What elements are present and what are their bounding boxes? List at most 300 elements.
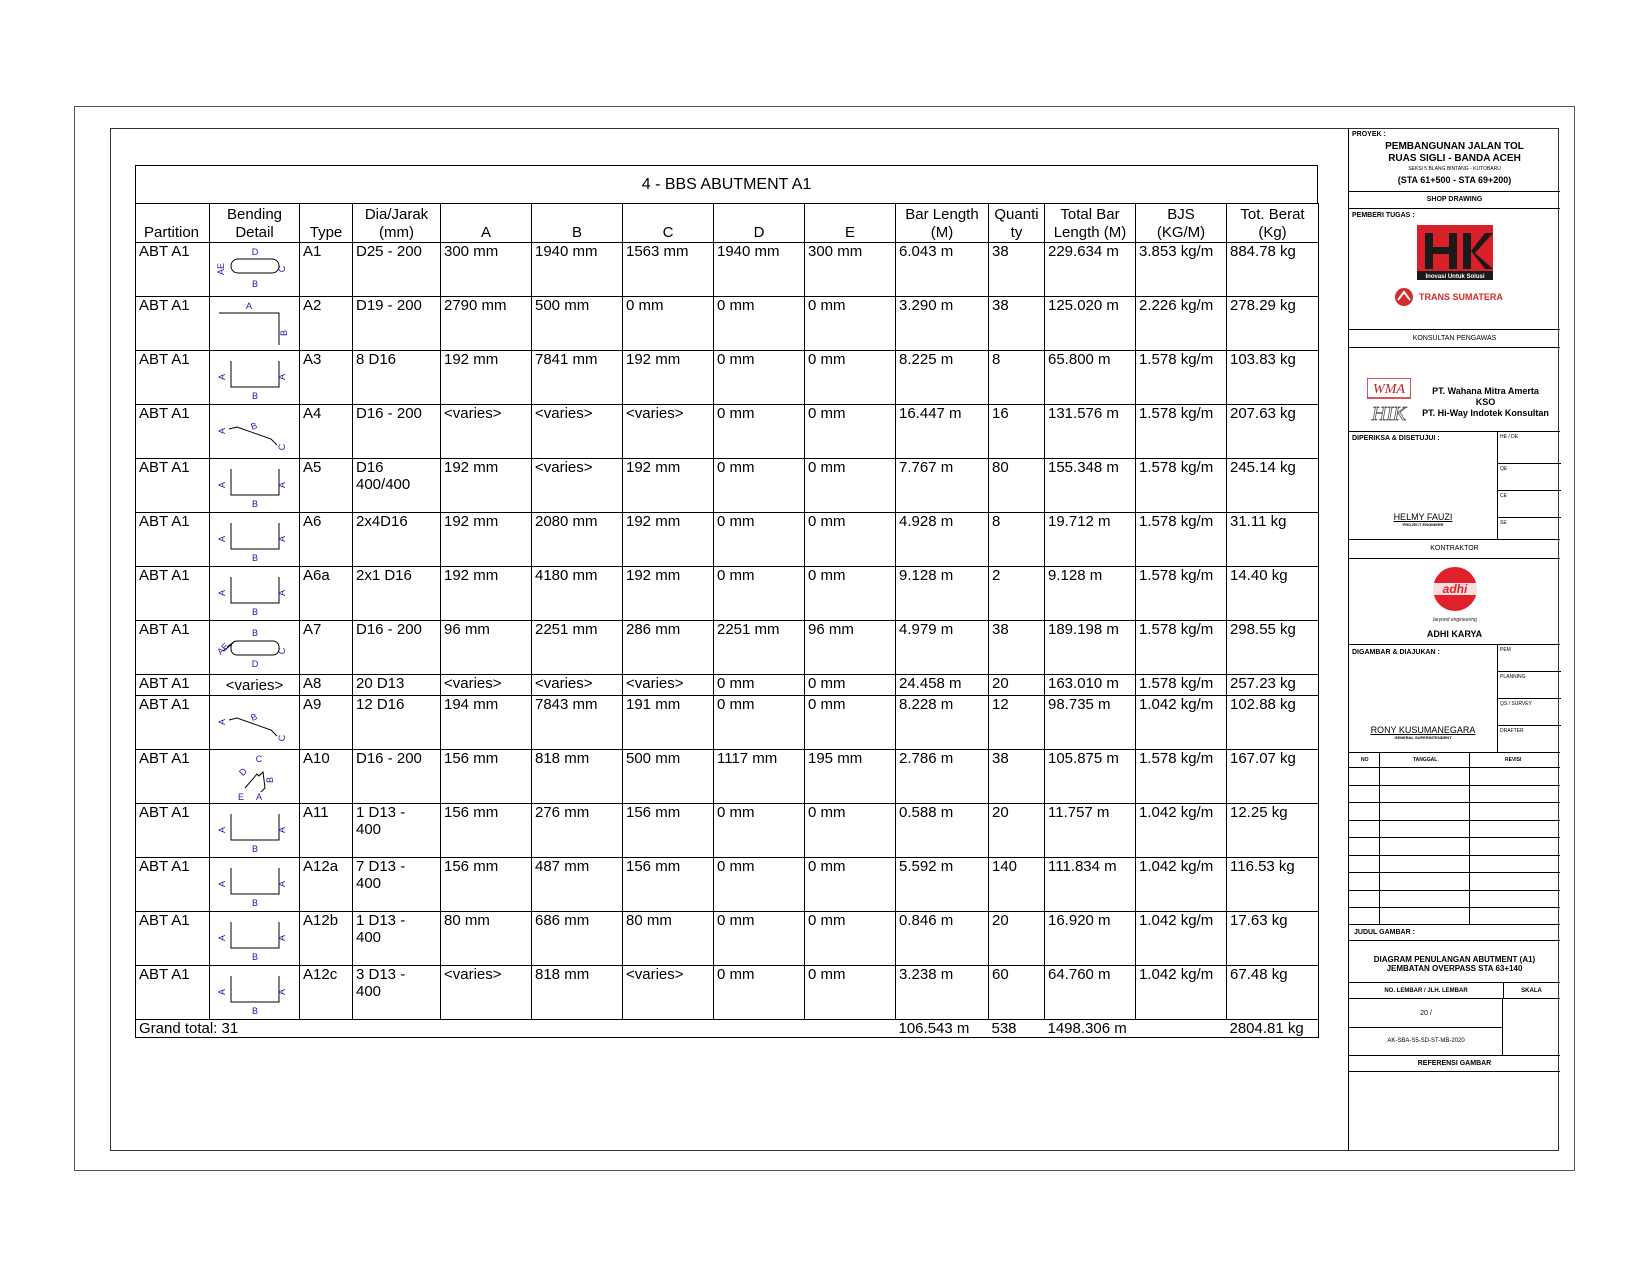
- no-lembar-value: 20 /: [1349, 999, 1503, 1028]
- cell-bjs: 2.226 kg/m: [1136, 297, 1227, 351]
- u-bar-icon: [210, 569, 299, 619]
- table-row: [136, 858, 1319, 912]
- bending-detail-cell: [210, 750, 300, 804]
- svg-text:B: B: [251, 552, 258, 563]
- svg-text:A: A: [276, 589, 287, 596]
- cell-weight: 298.55 kg: [1227, 621, 1319, 675]
- cell-weight: 257.23 kg: [1227, 675, 1319, 696]
- cell-dia-line: D16 - 200: [356, 750, 422, 767]
- cell-c: 500 mm: [623, 750, 714, 804]
- cell-d: 1940 mm: [714, 243, 805, 297]
- cell-bjs: 1.042 kg/m: [1136, 966, 1227, 1020]
- cell-c: 192 mm: [623, 459, 714, 513]
- cell-c: 192 mm: [623, 513, 714, 567]
- cell-partition: ABT A1: [136, 966, 210, 1020]
- konsultan-line1: PT. Wahana Mitra Amerta: [1432, 386, 1539, 396]
- cell-a: 2790 mm: [441, 297, 532, 351]
- col-header-10: [989, 204, 1045, 243]
- revisi-header: [1349, 753, 1560, 768]
- cell-c: 156 mm: [623, 858, 714, 912]
- cell-dia: [353, 513, 441, 567]
- cell-type: A11: [300, 804, 353, 858]
- col-header-line: C: [662, 224, 674, 241]
- shop-drawing-row: [1349, 192, 1560, 209]
- cell-partition: ABT A1: [136, 459, 210, 513]
- cell-b: <varies>: [532, 459, 623, 513]
- table-header-row: [136, 204, 1319, 243]
- checker-signature: [1349, 512, 1497, 527]
- svg-text:B: B: [251, 390, 258, 401]
- cell-e: 300 mm: [805, 243, 896, 297]
- cell-d: 0 mm: [714, 966, 805, 1020]
- cell-c: <varies>: [623, 966, 714, 1020]
- cell-total-length: 65.800 m: [1045, 351, 1136, 405]
- cell-d: 1117 mm: [714, 750, 805, 804]
- cell-dia-line: 3 D13 -: [356, 966, 406, 983]
- table-title: 4 - BBS ABUTMENT A1: [135, 165, 1318, 203]
- cell-bjs: 1.578 kg/m: [1136, 567, 1227, 621]
- checker-role-3: CE: [1498, 491, 1561, 518]
- svg-text:A: A: [216, 880, 227, 887]
- judul-gambar-label: JUDUL GAMBAR :: [1354, 929, 1415, 936]
- grand-total-qty: 538: [989, 1020, 1045, 1038]
- svg-text:B: B: [251, 843, 258, 854]
- kontraktor-label: KONTRAKTOR: [1430, 545, 1479, 552]
- u-bar-icon: [210, 860, 299, 910]
- grand-total-weight: 2804.81 kg: [1227, 1020, 1319, 1038]
- checker-role-4: SE: [1500, 520, 1507, 526]
- svg-text:A: A: [245, 300, 252, 311]
- table-row: [136, 297, 1319, 351]
- table-row: [136, 621, 1319, 675]
- adhi-karya-logo: [1429, 565, 1481, 623]
- cell-b: 7843 mm: [532, 696, 623, 750]
- cell-bjs: 1.578 kg/m: [1136, 351, 1227, 405]
- cell-dia-line: 20 D13: [356, 675, 405, 692]
- project-sta: (STA 61+500 - STA 69+200): [1397, 175, 1512, 185]
- svg-text:B: B: [251, 606, 258, 617]
- cell-partition: ABT A1: [136, 621, 210, 675]
- cell-b: 4180 mm: [532, 567, 623, 621]
- cell-total-length: 155.348 m: [1045, 459, 1136, 513]
- cell-qty: 38: [989, 750, 1045, 804]
- cell-bjs: 1.578 kg/m: [1136, 459, 1227, 513]
- cell-type: A4: [300, 405, 353, 459]
- cell-weight: 12.25 kg: [1227, 804, 1319, 858]
- cell-dia: [353, 966, 441, 1020]
- svg-text:B: B: [278, 329, 289, 336]
- col-header-11: [1045, 204, 1136, 243]
- referensi-row: [1349, 1055, 1560, 1072]
- cell-e: 0 mm: [805, 459, 896, 513]
- cell-total-length: 64.760 m: [1045, 966, 1136, 1020]
- pemberi-tugas-section: [1349, 209, 1560, 330]
- cell-bjs: 1.578 kg/m: [1136, 405, 1227, 459]
- col-header-3: [353, 204, 441, 243]
- cell-b: 487 mm: [532, 858, 623, 912]
- cell-bjs: 1.042 kg/m: [1136, 804, 1227, 858]
- adhi-tagline: beyond engineering: [1433, 617, 1477, 623]
- cell-bar-length: 0.846 m: [896, 912, 989, 966]
- bending-detail-cell: [210, 567, 300, 621]
- svg-text:A: A: [216, 481, 227, 488]
- referensi-label: REFERENSI GAMBAR: [1417, 1060, 1492, 1067]
- cell-total-length: 111.834 m: [1045, 858, 1136, 912]
- checker-role-1: HE / DE: [1498, 432, 1561, 464]
- drawer-name: RONY KUSUMANEGARA: [1370, 725, 1476, 735]
- cell-qty: 140: [989, 858, 1045, 912]
- cell-type: A3: [300, 351, 353, 405]
- cell-dia: [353, 804, 441, 858]
- adhi-karya-name: ADHI KARYA: [1426, 629, 1483, 639]
- cell-bar-length: 4.928 m: [896, 513, 989, 567]
- svg-text:A: A: [276, 373, 287, 380]
- svg-text:A: A: [216, 718, 227, 725]
- cell-qty: 60: [989, 966, 1045, 1020]
- project-line1: PEMBANGUNAN JALAN TOL: [1385, 141, 1524, 152]
- grand-total-bjs: [1136, 1020, 1227, 1038]
- table-row: [136, 351, 1319, 405]
- cell-e: 0 mm: [805, 696, 896, 750]
- cell-bar-length: 3.290 m: [896, 297, 989, 351]
- cell-partition: ABT A1: [136, 750, 210, 804]
- cell-bar-length: 16.447 m: [896, 405, 989, 459]
- revisi-row-line: [1349, 907, 1560, 908]
- cell-total-length: 19.712 m: [1045, 513, 1136, 567]
- diperiksa-label: DIPERIKSA & DISETUJUI :: [1352, 435, 1440, 442]
- cell-dia-line: D16: [356, 459, 384, 476]
- cell-qty: 38: [989, 297, 1045, 351]
- cell-bar-length: 9.128 m: [896, 567, 989, 621]
- svg-text:A: A: [216, 427, 227, 434]
- col-header-line: (M): [930, 224, 954, 241]
- cell-total-length: 229.634 m: [1045, 243, 1136, 297]
- cell-weight: 167.07 kg: [1227, 750, 1319, 804]
- cell-b: 1940 mm: [532, 243, 623, 297]
- konsultan-pengawas-label: KONSULTAN PENGAWAS: [1412, 335, 1497, 342]
- revisi-row-line: [1349, 820, 1560, 821]
- cell-type: A9: [300, 696, 353, 750]
- cell-type: A6: [300, 513, 353, 567]
- cell-c: <varies>: [623, 675, 714, 696]
- table-row: [136, 513, 1319, 567]
- hk-logo: [1417, 225, 1493, 280]
- col-header-line: Bending: [226, 206, 283, 223]
- bending-detail-text: <varies>: [225, 677, 284, 694]
- grand-total-length: 1498.306 m: [1045, 1020, 1136, 1038]
- cell-bjs: 1.578 kg/m: [1136, 675, 1227, 696]
- cell-type: A5: [300, 459, 353, 513]
- revisi-revisi-header: REVISI: [1505, 757, 1522, 763]
- crank-bar-icon: [210, 407, 299, 457]
- cell-weight: 102.88 kg: [1227, 696, 1319, 750]
- digambar-label: DIGAMBAR & DIAJUKAN :: [1352, 649, 1440, 656]
- col-header-4: [441, 204, 532, 243]
- cell-a: 192 mm: [441, 513, 532, 567]
- table-row: [136, 804, 1319, 858]
- cell-type: A7: [300, 621, 353, 675]
- cell-d: 0 mm: [714, 567, 805, 621]
- proyek-label: PROYEK :: [1352, 131, 1386, 138]
- revisi-divider-1: [1379, 753, 1380, 925]
- revisi-row-line: [1349, 855, 1560, 856]
- cell-e: 0 mm: [805, 405, 896, 459]
- cell-partition: ABT A1: [136, 858, 210, 912]
- konsultan-section: [1349, 348, 1560, 432]
- svg-text:B: B: [248, 710, 259, 723]
- cell-dia: [353, 243, 441, 297]
- hook-link-icon: [210, 752, 299, 802]
- cell-b: 2080 mm: [532, 513, 623, 567]
- cell-dia-line: 1 D13 -: [356, 912, 406, 929]
- cell-weight: 207.63 kg: [1227, 405, 1319, 459]
- cell-bar-length: 4.979 m: [896, 621, 989, 675]
- cell-weight: 14.40 kg: [1227, 567, 1319, 621]
- trans-sumatera-text: TRANS SUMATERA: [1419, 292, 1503, 302]
- revisi-row-line: [1349, 785, 1560, 786]
- cell-total-length: 125.020 m: [1045, 297, 1136, 351]
- cell-c: 191 mm: [623, 696, 714, 750]
- cell-partition: ABT A1: [136, 696, 210, 750]
- cell-qty: 20: [989, 912, 1045, 966]
- svg-text:C: C: [276, 443, 287, 450]
- checker-name: HELMY FAUZI: [1393, 512, 1453, 522]
- col-header-line: ty: [1010, 224, 1023, 241]
- cell-dia-line: 400: [356, 821, 382, 838]
- cell-qty: 20: [989, 675, 1045, 696]
- drawer-role-1: PEM: [1498, 645, 1561, 672]
- svg-text:WMA: WMA: [1373, 382, 1405, 397]
- trans-sumatera-icon: [1393, 287, 1415, 307]
- cell-b: 7841 mm: [532, 351, 623, 405]
- svg-text:A: A: [255, 791, 262, 802]
- drawer-role-3: QS / SURVEY: [1498, 699, 1561, 726]
- cell-c: 156 mm: [623, 804, 714, 858]
- cell-c: 286 mm: [623, 621, 714, 675]
- shop-drawing: SHOP DRAWING: [1426, 196, 1483, 203]
- svg-text:A: A: [216, 589, 227, 596]
- cell-dia: [353, 405, 441, 459]
- svg-text:C: C: [276, 265, 287, 272]
- cell-dia-line: D19 - 200: [356, 297, 422, 314]
- judul-line2: JEMBATAN OVERPASS STA 63+140: [1386, 964, 1523, 973]
- svg-text:A: A: [276, 880, 287, 887]
- bending-detail-cell: [210, 966, 300, 1020]
- cell-d: 0 mm: [714, 297, 805, 351]
- table-row: [136, 966, 1319, 1020]
- project-line2: RUAS SIGLI - BANDA ACEH: [1388, 153, 1521, 164]
- wma-hik-logo: [1367, 378, 1411, 424]
- cell-bjs: 1.042 kg/m: [1136, 696, 1227, 750]
- cell-dia: [353, 621, 441, 675]
- l-bar-icon: [210, 299, 299, 349]
- svg-text:A: A: [216, 988, 227, 995]
- revisi-section: [1349, 753, 1560, 925]
- u-bar-icon: [210, 806, 299, 856]
- col-header-line: (mm): [379, 224, 414, 241]
- cell-total-length: 131.576 m: [1045, 405, 1136, 459]
- col-header-line: Detail: [235, 224, 274, 241]
- svg-text:D: D: [236, 765, 249, 778]
- col-header-2: [300, 204, 353, 243]
- col-header-12: [1136, 204, 1227, 243]
- svg-text:E: E: [237, 791, 244, 802]
- cell-e: 0 mm: [805, 513, 896, 567]
- cell-type: A10: [300, 750, 353, 804]
- cell-dia-line: D16 - 200: [356, 405, 422, 422]
- svg-text:B: B: [251, 278, 258, 289]
- svg-text:B: B: [264, 776, 275, 783]
- cell-weight: 278.29 kg: [1227, 297, 1319, 351]
- cell-qty: 38: [989, 243, 1045, 297]
- cell-dia-line: 1 D13 -: [356, 804, 406, 821]
- konsultan-line2: KSO: [1475, 397, 1496, 407]
- revisi-no-header: NO: [1361, 757, 1369, 763]
- cell-b: 2251 mm: [532, 621, 623, 675]
- judul-section: [1349, 941, 1560, 983]
- konsultan-text: [1413, 386, 1558, 419]
- cell-total-length: 105.875 m: [1045, 750, 1136, 804]
- col-header-line: Total Bar: [1060, 206, 1120, 223]
- cell-qty: 8: [989, 351, 1045, 405]
- cell-d: 0 mm: [714, 459, 805, 513]
- col-header-line: Tot. Berat: [1240, 206, 1305, 223]
- cell-a: 156 mm: [441, 804, 532, 858]
- cell-d: 0 mm: [714, 405, 805, 459]
- cell-weight: 245.14 kg: [1227, 459, 1319, 513]
- drawing-code: AK-SBA-S5-SD-ST-MB-2020: [1387, 1038, 1465, 1044]
- cell-b: 818 mm: [532, 966, 623, 1020]
- svg-text:B: B: [251, 627, 258, 638]
- cell-weight: 31.11 kg: [1227, 513, 1319, 567]
- kontraktor-section: [1349, 559, 1560, 645]
- cell-e: 0 mm: [805, 351, 896, 405]
- cell-qty: 80: [989, 459, 1045, 513]
- title-block: [1348, 128, 1559, 1151]
- cell-a: 192 mm: [441, 351, 532, 405]
- cell-partition: ABT A1: [136, 675, 210, 696]
- table-row: [136, 675, 1319, 696]
- revisi-row-line: [1349, 802, 1560, 803]
- grand-total-label: Grand total: 31: [136, 1020, 896, 1038]
- bending-detail-cell: [210, 405, 300, 459]
- cell-type: A12a: [300, 858, 353, 912]
- col-header-line: D: [753, 224, 765, 241]
- cell-d: 0 mm: [714, 858, 805, 912]
- col-header-6: [623, 204, 714, 243]
- cell-a: 80 mm: [441, 912, 532, 966]
- cell-e: 0 mm: [805, 675, 896, 696]
- grand-total-bar-length: 106.543 m: [896, 1020, 989, 1038]
- svg-text:A: A: [276, 535, 287, 542]
- col-header-line: E: [844, 224, 855, 241]
- cell-d: 0 mm: [714, 513, 805, 567]
- konsultan-line3: PT. Hi-Way Indotek Konsultan: [1422, 408, 1549, 418]
- bending-detail-cell: [210, 459, 300, 513]
- grand-total-row: [136, 1020, 1319, 1038]
- cell-e: 0 mm: [805, 804, 896, 858]
- svg-text:A: A: [216, 535, 227, 542]
- drawer-title: GENERAL SUPERINTENDENT: [1394, 735, 1452, 740]
- revisi-row-line: [1349, 890, 1560, 891]
- cell-bjs: 3.853 kg/m: [1136, 243, 1227, 297]
- cell-partition: ABT A1: [136, 804, 210, 858]
- drawer-role-4: DRAFTER: [1500, 728, 1524, 734]
- table-row: [136, 912, 1319, 966]
- col-header-line: B: [571, 224, 582, 241]
- svg-text:C: C: [276, 734, 287, 741]
- cell-type: A2: [300, 297, 353, 351]
- cell-type: A1: [300, 243, 353, 297]
- cell-a: 194 mm: [441, 696, 532, 750]
- cell-d: 0 mm: [714, 912, 805, 966]
- cell-e: 0 mm: [805, 567, 896, 621]
- table-row: [136, 405, 1319, 459]
- col-header-5: [532, 204, 623, 243]
- cell-c: 80 mm: [623, 912, 714, 966]
- table-body: [136, 243, 1319, 1020]
- cell-c: 0 mm: [623, 297, 714, 351]
- crank-bar-icon: [210, 698, 299, 748]
- cell-e: 0 mm: [805, 966, 896, 1020]
- cell-bjs: 1.578 kg/m: [1136, 750, 1227, 804]
- svg-text:AE: AE: [214, 640, 231, 657]
- cell-total-length: 16.920 m: [1045, 912, 1136, 966]
- stirrup-hook-icon: [210, 623, 299, 673]
- checker-title: PROJECT ENGINEER: [1402, 522, 1444, 527]
- cell-weight: 103.83 kg: [1227, 351, 1319, 405]
- adhi-logo-text: adhi: [1442, 582, 1468, 596]
- drawer-roles: [1497, 645, 1561, 753]
- cell-dia-line: 12 D16: [356, 696, 405, 713]
- u-bar-icon: [210, 914, 299, 964]
- cell-a: 156 mm: [441, 858, 532, 912]
- cell-partition: ABT A1: [136, 405, 210, 459]
- cell-b: 686 mm: [532, 912, 623, 966]
- kontraktor-header-row: [1349, 540, 1560, 559]
- cell-a: 192 mm: [441, 459, 532, 513]
- cell-bar-length: 2.786 m: [896, 750, 989, 804]
- col-header-line: Partition: [144, 224, 200, 241]
- svg-text:B: B: [251, 897, 258, 908]
- cell-bar-length: 8.225 m: [896, 351, 989, 405]
- table-row: [136, 567, 1319, 621]
- cell-a: <varies>: [441, 966, 532, 1020]
- no-lembar-label: NO. LEMBAR / JLH. LEMBAR: [1349, 983, 1504, 999]
- checker-role-2: QE: [1498, 464, 1561, 491]
- cell-qty: 8: [989, 513, 1045, 567]
- cell-bar-length: 0.588 m: [896, 804, 989, 858]
- cell-weight: 17.63 kg: [1227, 912, 1319, 966]
- cell-qty: 12: [989, 696, 1045, 750]
- cell-a: <varies>: [441, 675, 532, 696]
- drawer-role-2: PLANNING: [1498, 672, 1561, 699]
- cell-e: 96 mm: [805, 621, 896, 675]
- lembar-value-cell: [1349, 999, 1503, 1055]
- svg-text:Inovasi Untuk Solusi: Inovasi Untuk Solusi: [1425, 274, 1485, 280]
- cell-dia: [353, 567, 441, 621]
- cell-bjs: 1.578 kg/m: [1136, 513, 1227, 567]
- cell-partition: ABT A1: [136, 297, 210, 351]
- cell-dia: [353, 750, 441, 804]
- u-bar-icon: [210, 968, 299, 1018]
- cell-a: 192 mm: [441, 567, 532, 621]
- cell-type: A8: [300, 675, 353, 696]
- cell-a: 96 mm: [441, 621, 532, 675]
- cell-d: 0 mm: [714, 804, 805, 858]
- svg-text:C: C: [255, 753, 262, 764]
- drawer-signature: [1349, 725, 1497, 740]
